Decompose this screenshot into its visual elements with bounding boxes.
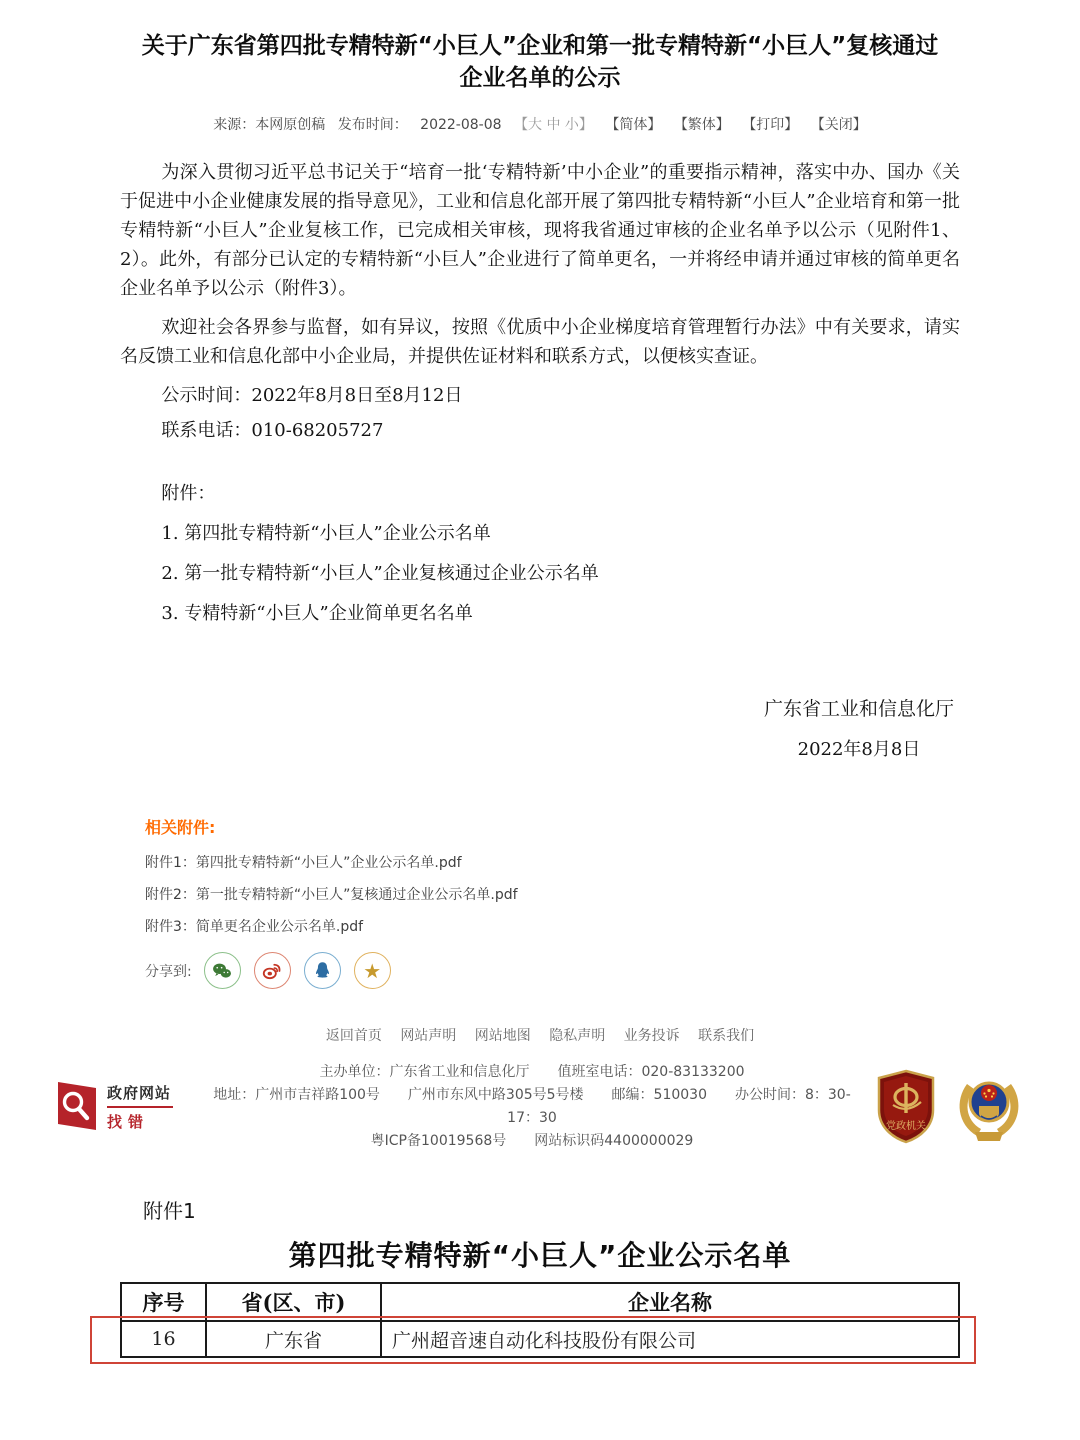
cell-company-name: 广州超音速自动化科技股份有限公司 (381, 1321, 959, 1357)
table-header-row (121, 1283, 959, 1321)
font-size-control[interactable]: 【大 中 小】 (514, 117, 593, 133)
issue-date: 2022年8月8日 (797, 739, 921, 760)
traditional-chinese-button[interactable]: 【繁体】 (673, 117, 730, 133)
annex-table-wrap (120, 1282, 960, 1358)
page-title: 关于广东省第四批专精特新“小巨人”企业和第一批专精特新“小巨人”复核通过企业名单的公示 (141, 33, 939, 91)
related-attachments-section (145, 815, 1080, 936)
error-logo-text (107, 1082, 173, 1132)
related-attachment-link[interactable] (145, 884, 1080, 904)
site-footer (0, 1025, 1080, 1153)
star-glyph: ★ (363, 958, 382, 983)
attachment-item: 3. 专精特新“小巨人”企业简单更名名单 (161, 603, 473, 624)
footer-nav-statement[interactable]: 网站声明 (400, 1028, 457, 1044)
close-button[interactable]: 【关闭】 (810, 117, 867, 133)
related-attachment-link[interactable] (145, 852, 1080, 872)
footer-nav-home[interactable]: 返回首页 (325, 1028, 382, 1044)
table-row (121, 1321, 959, 1357)
attachment-item: 1. 第四批专精特新“小巨人”企业公示名单 (161, 523, 491, 544)
weibo-share-icon[interactable] (254, 952, 291, 989)
annex-table-title: 第四批专精特新“小巨人”企业公示名单 (288, 1239, 792, 1272)
share-label: 分享到: (145, 963, 192, 980)
annex-label: 附件1 (143, 1199, 196, 1223)
footer-info-line: 地址：广州市吉祥路100号 广州市东风中路305号5号楼 邮编：510030 办公时间：8：30-17：30 (213, 1087, 851, 1126)
article-body (120, 158, 960, 628)
attachment-label: 附件3： (145, 919, 196, 935)
contact-phone: 联系电话：010-68205727 (161, 420, 384, 441)
attachments-label: 附件： (161, 483, 216, 504)
source-label: 来源：本网原创稿 (213, 117, 326, 133)
header-company-name: 企业名称 (381, 1283, 959, 1321)
cell-province: 广东省 (206, 1321, 381, 1357)
party-government-badge-icon (875, 1069, 937, 1145)
error-logo-line2: 找错 (107, 1113, 150, 1131)
footer-nav (0, 1025, 1080, 1045)
attachment-label: 附件2： (145, 887, 196, 903)
share-bar (145, 952, 1080, 989)
qq-share-icon[interactable] (304, 952, 341, 989)
annex-section (0, 1195, 1080, 1358)
related-attachment-link[interactable] (145, 916, 1080, 936)
gov-site-error-report-logo[interactable] (55, 1079, 205, 1135)
company-list-table (120, 1282, 960, 1358)
magnifier-flag-icon (55, 1079, 99, 1135)
meta-line (0, 114, 1080, 134)
error-logo-line1: 政府网站 (107, 1084, 172, 1102)
publish-date: 2022-08-08 (420, 117, 502, 133)
attachment-file-name[interactable]: 简单更名企业公示名单.pdf (195, 919, 364, 935)
paragraph: 欢迎社会各界参与监督，如有异议，按照《优质中小企业梯度培育管理暂行办法》中有关要求，请实名反馈工业和信息化部中小企业局，并提供佐证材料和联系方式，以便核实查证。 (120, 317, 960, 367)
footer-info-line: 主办单位：广东省工业和信息化厅 值班室电话：020-83133200 (319, 1064, 745, 1080)
issuing-organization: 广东省工业和信息化厅 (763, 698, 954, 720)
print-button[interactable]: 【打印】 (742, 117, 799, 133)
signature-block (120, 694, 960, 761)
footer-badges (859, 1068, 1025, 1146)
qzone-star-share-icon[interactable] (354, 952, 391, 989)
footer-nav-sitemap[interactable]: 网站地图 (474, 1028, 531, 1044)
cell-serial-number: 16 (121, 1321, 206, 1357)
footer-nav-contact[interactable]: 联系我们 (698, 1028, 755, 1044)
publish-time-label: 发布时间： (337, 117, 408, 133)
divider (107, 1106, 173, 1108)
footer-info (205, 1061, 859, 1153)
simplified-chinese-button[interactable]: 【简体】 (605, 117, 662, 133)
header-serial-number: 序号 (121, 1283, 206, 1321)
attachment-file-name[interactable]: 第一批专精特新“小巨人”复核通过企业公示名单.pdf (195, 887, 518, 903)
paragraph: 为深入贯彻习近平总书记关于“培育一批‘专精特新’中小企业”的重要指示精神，落实中办、国办《关于促进中小企业健康发展的指导意见》，工业和信息化部开展了第四批专精特新“小巨人”企业培育和第一批专精特新“小巨人”企业复核工作，已完成相关审核，现将我省通过审核的企业名单予以公示（见附件1、2）。此外，有部分已认定的专精特新“小巨人”企业进行了简单更名，一并将经申请并通过审核的简单更名企业名单予以公示（附件3）。 (120, 162, 960, 299)
attachment-label: 附件1： (145, 855, 196, 871)
footer-nav-complaint[interactable]: 业务投诉 (623, 1028, 680, 1044)
related-attachments-header: 相关附件: (145, 818, 216, 837)
notice-time: 公示时间：2022年8月8日至8月12日 (161, 385, 463, 406)
party-badge-label: 党政机关 (886, 1121, 926, 1132)
header-province: 省(区、市) (206, 1283, 381, 1321)
attachment-file-name[interactable]: 第四批专精特新“小巨人”企业公示名单.pdf (195, 855, 462, 871)
police-badge-icon (953, 1068, 1025, 1146)
footer-nav-privacy[interactable]: 隐私声明 (549, 1028, 606, 1044)
wechat-share-icon[interactable] (204, 952, 241, 989)
attachment-item: 2. 第一批专精特新“小巨人”企业复核通过企业公示名单 (161, 563, 599, 584)
footer-info-line: 粤ICP备10019568号 网站标识码4400000029 (370, 1133, 694, 1149)
